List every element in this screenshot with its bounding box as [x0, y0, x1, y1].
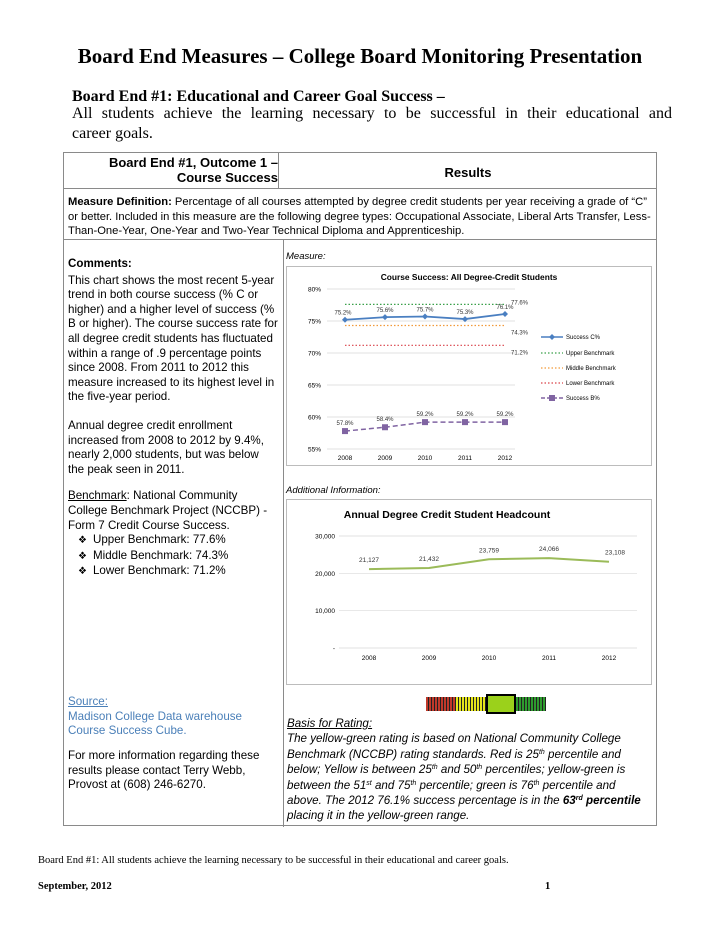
sup: th: [533, 779, 540, 787]
success-c-data-label: 75.6%: [376, 308, 394, 315]
legend-label: Middle Benchmark: [566, 366, 616, 372]
comments-section: [68, 257, 278, 580]
chart-title: Course Success: All Degree-Credit Students: [380, 272, 558, 282]
rating-swatch-yellow: [456, 694, 486, 714]
footer-text: Board End #1: All students achieve the learning necessary to be successful in their educational and career goals.: [38, 855, 509, 866]
success-c-data-label: 75.7%: [416, 307, 434, 314]
rating-swatch-yellow-green: [486, 694, 516, 714]
y-tick-label: 75%: [307, 318, 321, 326]
x-tick-label: 2010: [417, 455, 433, 462]
legend-marker: [549, 395, 555, 401]
outcome-title-line1: Board End #1, Outcome 1 –: [108, 155, 278, 170]
basis-for-rating: [287, 716, 651, 824]
source-label: Source:: [68, 695, 108, 708]
x-tick-label: 2010: [481, 655, 497, 662]
benchmark-list: [68, 533, 278, 580]
basis-text-3: and 50: [437, 763, 477, 777]
y-tick-label: 70%: [307, 350, 321, 358]
board-end-description-line2: career goals.: [72, 125, 153, 142]
course-success-chart-svg: [287, 267, 651, 465]
success-c-data-label: 76.1%: [496, 304, 514, 311]
comments-paragraph-1: This chart shows the most recent 5-year trend in both course success (% C or higher) and a higher level of success (% B or higher). The course success rate for all degree credit students has fluctuated within a range of .9 percentage points since 2008. From 2011 to 2012 this measure increased to its highest level in the five-year period.: [68, 273, 278, 404]
success-c-point: [342, 317, 348, 323]
legend-label: Success C%: [566, 335, 601, 341]
legend-marker: [549, 334, 555, 340]
success-b-data-label: 57.8%: [336, 421, 354, 428]
rating-swatch-red: [426, 694, 456, 714]
board-end-heading: Board End #1: Educational and Career Goal Success –: [72, 88, 445, 105]
success-b-data-label: 58.4%: [376, 417, 394, 424]
success-c-point: [422, 314, 428, 320]
footer-date: September, 2012: [38, 881, 112, 892]
sup: th: [410, 779, 417, 787]
x-tick-label: 2012: [601, 655, 617, 662]
x-tick-label: 2008: [337, 455, 353, 462]
headcount-data-label: 24,066: [539, 546, 559, 554]
x-tick-label: 2008: [361, 655, 377, 662]
source-line-2: Course Success Cube.: [68, 724, 187, 738]
basis-text-1: The yellow-green rating is based on National Community College Benchmark (NCCBP) rating standards. Red is 25: [287, 732, 621, 761]
success-c-point: [382, 314, 388, 320]
y-tick-label: -: [332, 645, 335, 653]
basis-text: [287, 731, 651, 823]
success-b-data-label: 59.2%: [496, 412, 514, 419]
basis-text-2: percentile and below; Yellow is between 25: [287, 747, 621, 777]
x-tick-label: 2012: [497, 455, 513, 462]
headcount-chart-svg: [287, 500, 651, 684]
course-success-chart: [286, 266, 652, 466]
rating-scale: [426, 694, 546, 716]
basis-label: Basis for Rating:: [287, 717, 373, 730]
measure-definition-text: Percentage of all courses attempted by degree credit students per year receiving a grade of “C” or better. Included in this measure are the following degree types: Occupational Associate, Liberal Arts Transfer, Less-Than-One-Year, One-Year and Two-Year Technical Diploma and Apprenticeship.: [68, 196, 651, 237]
benchmark-label: Benchmark: [68, 489, 127, 503]
basis-text-10: placing it in the yellow-green range.: [287, 809, 470, 823]
sup: rd: [575, 795, 583, 803]
rating-swatch-green: [516, 694, 546, 714]
outcome-title-line2: Course Success: [176, 170, 278, 185]
benchmark-note: [68, 489, 278, 533]
y-tick-label: 20,000: [315, 570, 335, 578]
headcount-data-label: 23,759: [479, 547, 499, 555]
sup: th: [538, 748, 545, 756]
headcount-data-label: 21,432: [419, 555, 439, 563]
success-b-point: [342, 428, 348, 434]
benchmark-data-label: 77.6%: [511, 300, 529, 307]
y-tick-label: 10,000: [315, 608, 335, 616]
comments-paragraph-2: Annual degree credit enrollment increased from 2008 to 2012 by 9.4%, nearly 2,000 students, but was below the peak seen in 2011.: [68, 418, 264, 476]
success-c-point: [502, 311, 508, 317]
x-tick-label: 2011: [542, 655, 556, 662]
board-end-description: [72, 104, 672, 144]
x-tick-label: 2009: [421, 655, 437, 662]
contact-info: For more information regarding these results please contact Terry Webb, Provost at (608) 246-6270.: [68, 749, 260, 792]
success-b-data-label: 59.2%: [456, 412, 474, 419]
sup: th: [476, 764, 483, 772]
y-tick-label: 55%: [307, 446, 321, 454]
headcount-data-label: 23,108: [605, 549, 625, 557]
sup: st: [366, 779, 372, 787]
benchmark-item-lower: ❖ Lower Benchmark: 71.2%: [78, 564, 278, 580]
additional-info-label: Additional Information:: [286, 485, 381, 496]
y-tick-label: 65%: [307, 382, 321, 390]
headcount-chart: [286, 499, 652, 685]
source-section: [68, 695, 278, 739]
y-tick-label: 80%: [307, 286, 321, 294]
legend-label: Lower Benchmark: [566, 381, 615, 387]
basis-percentile-word: percentile: [582, 794, 641, 808]
benchmark-data-label: 74.3%: [511, 330, 529, 337]
source-line-1: Madison College Data warehouse: [68, 709, 243, 723]
y-tick-label: 30,000: [315, 533, 335, 541]
legend-label: Upper Benchmark: [566, 351, 615, 357]
chart-title: Annual Degree Credit Student Headcount: [343, 509, 551, 521]
headcount-data-label: 21,127: [359, 557, 379, 565]
success-b-point: [502, 419, 508, 425]
outcome-title: [65, 155, 278, 185]
basis-percentile-value: 63: [562, 794, 576, 808]
benchmark-data-label: 71.2%: [511, 350, 529, 357]
success-b-point: [422, 419, 428, 425]
benchmark-item-upper: ❖ Upper Benchmark: 77.6%: [78, 533, 278, 549]
success-c-data-label: 75.3%: [456, 310, 474, 317]
results-header: Results: [444, 165, 492, 180]
page-number: 1: [545, 881, 551, 892]
x-tick-label: 2011: [458, 455, 472, 462]
x-tick-label: 2009: [377, 455, 393, 462]
success-c-data-label: 75.2%: [334, 310, 352, 317]
basis-text-6: percentile; green is 76: [416, 778, 534, 792]
basis-text-5: and 75: [371, 778, 411, 792]
results-table: [63, 152, 657, 826]
measure-definition-label: Measure Definition:: [68, 196, 172, 208]
measure-definition: [68, 195, 654, 239]
measure-label: Measure:: [286, 251, 326, 262]
success-b-data-label: 59.2%: [416, 412, 434, 419]
success-b-point: [462, 419, 468, 425]
basis-text-7: percentile and above. The 2012 76.1% success percentage is in the: [287, 778, 616, 808]
sup: th: [431, 764, 438, 772]
success-b-point: [382, 424, 388, 430]
benchmark-text: : National Community College Benchmark Project (NCCBP) - Form 7 Credit Course Success.: [68, 489, 268, 532]
benchmark-item-middle: ❖ Middle Benchmark: 74.3%: [78, 549, 278, 565]
page-title: Board End Measures – College Board Monitoring Presentation: [77, 44, 643, 68]
legend-label: Success B%: [566, 396, 600, 402]
comments-heading: Comments:: [68, 257, 132, 270]
y-tick-label: 60%: [307, 414, 321, 422]
basis-text-4: percentiles; yellow-green is between the 51: [287, 763, 626, 792]
board-end-description-line1: All students achieve the learning necessary to be successful in their educational and: [72, 105, 672, 122]
